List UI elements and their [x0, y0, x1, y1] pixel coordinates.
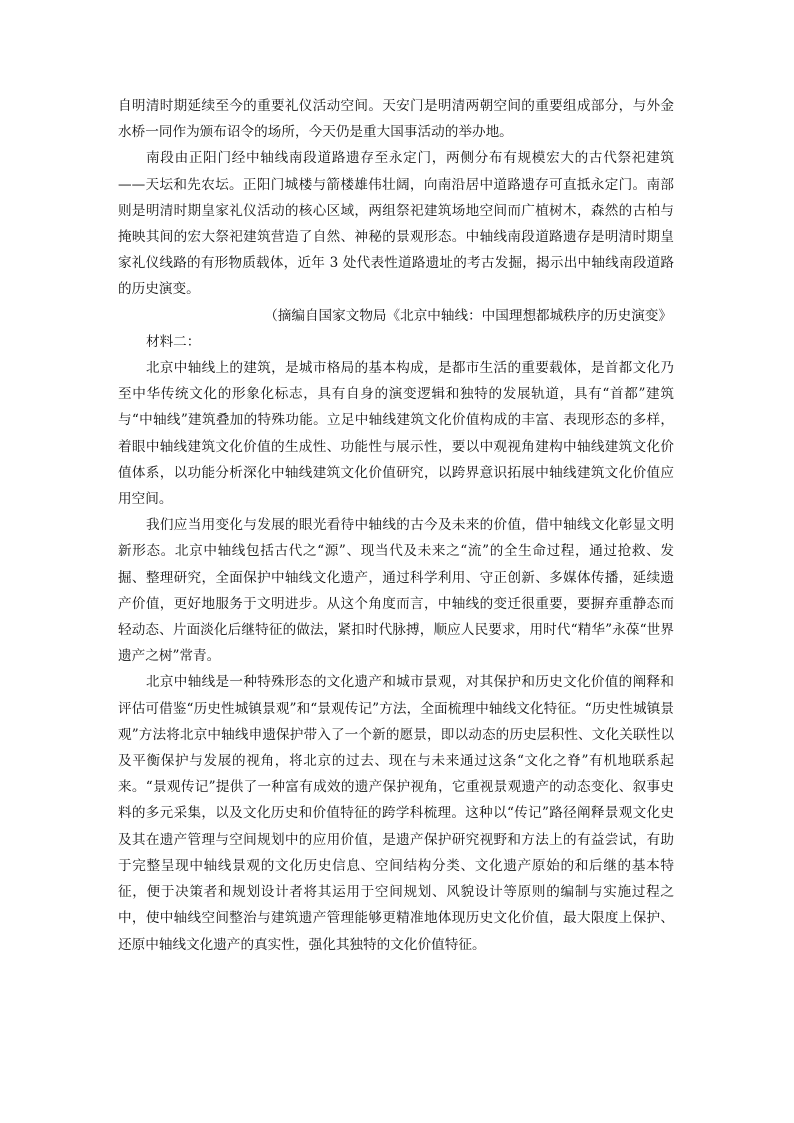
material-2-heading: 材料二：	[146, 333, 201, 350]
document-body	[118, 93, 674, 958]
paragraph-1: 自明清时期延续至今的重要礼仪活动空间。天安门是明清两朝空间的重要组成部分，与外金水桥一同作为颁布诏令的场所，今天仍是重大国事活动的举办地。	[118, 98, 674, 141]
paragraph-5: 北京中轴线是一种特殊形态的文化遗产和城市景观，对其保护和历史文化价值的阐释和评估可借鉴“历史性城镇景观”和“景观传记”方法，全面梳理中轴线文化特征。“历史性城镇景观”方法将北京中轴线申遗保护带入了一个新的愿景，即以动态的历史层积性、文化关联性以及平衡保护与发展的视角，将北京的过去、现在与未来通过这条“文化之脊”有机地联系起来。“景观传记”提供了一种富有成效的遗产保护视角，它重视景观遗产的动态变化、叙事史料的多元采集，以及文化历史和价值特征的跨学科梳理。这种以“传记”路径阐释景观文化史及其在遗产管理与空间规划中的应用价值，是遗产保护研究视野和方法上的有益尝试，有助于完整呈现中轴线景观的文化历史信息、空间结构分类、文化遗产原始的和后继的基本特征，便于决策者和规划设计者将其运用于空间规划、风貌设计等原则的编制与实施过程之中，使中轴线空间整治与建筑遗产管理能够更精准地体现历史文化价值，最大限度上保护、还原中轴线文化遗产的真实性，强化其独特的文化价值特征。	[118, 674, 674, 953]
paragraph-2: 南段由正阳门经中轴线南段道路遗存至永定门，两侧分布有规模宏大的古代祭祀建筑——天坛和先农坛。正阳门城楼与箭楼雄伟壮阔，向南沿居中道路遗存可直抵永定门。南部则是明清时期皇家礼仪活动的核心区域，两组祭祀建筑场地空间而广植树木，森然的古柏与掩映其间的宏大祭祀建筑营造了自然、神秘的景观形态。中轴线南段道路遗存是明清时期皇家礼仪线路的有形物质载体，近年 3 处代表性道路遗址的考古发掘，揭示出中轴线南段道路的历史演变。	[118, 150, 674, 298]
source-citation: （摘编自国家文物局《北京中轴线：中国理想都城秩序的历史演变》	[264, 307, 672, 324]
paragraph-3: 北京中轴线上的建筑，是城市格局的基本构成，是都市生活的重要载体，是首都文化乃至中华传统文化的形象化标志，具有自身的演变逻辑和独特的发展轨道，具有“首都”建筑与“中轴线”建筑叠加的特殊功能。立足中轴线建筑文化价值构成的丰富、表现形态的多样，着眼中轴线建筑文化价值的生成性、功能性与展示性，要以中观视角建构中轴线建筑文化价值体系，以功能分析深化中轴线建筑文化价值研究，以跨界意识拓展中轴线建筑文化价值应用空间。	[118, 360, 674, 508]
paragraph-4: 我们应当用变化与发展的眼光看待中轴线的古今及未来的价值，借中轴线文化彰显文明新形态。北京中轴线包括古代之“源”、现当代及未来之“流”的全生命过程，通过抢救、发掘、整理研究，全面保护中轴线文化遗产，通过科学利用、守正创新、多媒体传播，延续遗产价值，更好地服务于文明进步。从这个角度而言，中轴线的变迁很重要，要摒弃重静态而轻动态、片面淡化后继特征的做法，紧扣时代脉搏，顺应人民要求，用时代“精华”永葆“世界遗产之树”常青。	[118, 517, 674, 665]
